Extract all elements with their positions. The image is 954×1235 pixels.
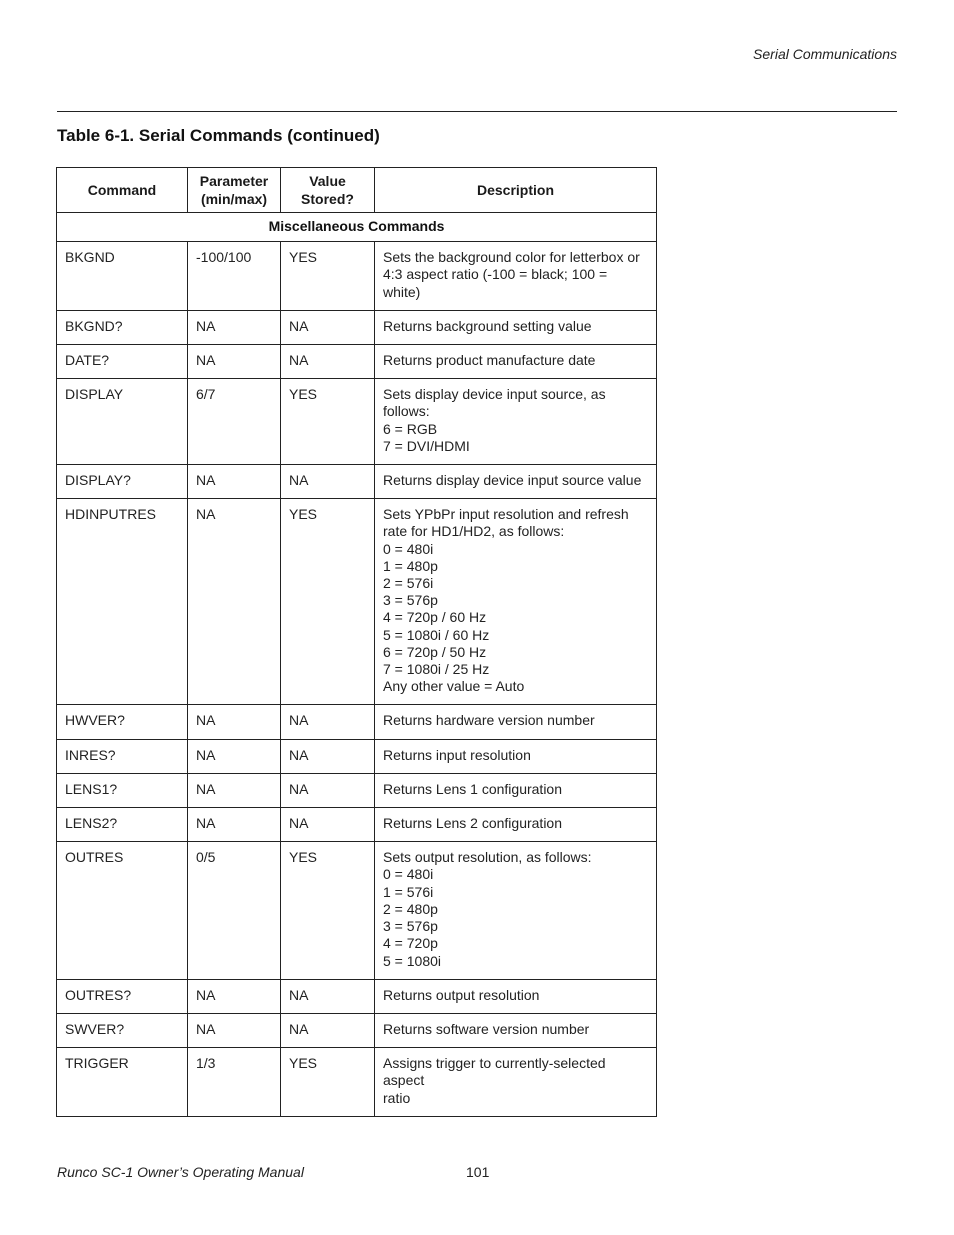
parameter-cell: 1/3: [188, 1048, 281, 1117]
description-line: 4 = 720p / 60 Hz: [383, 609, 487, 626]
header-rule: [57, 111, 897, 112]
parameter-cell: NA: [188, 739, 281, 773]
section-heading: Miscellaneous Commands: [57, 213, 657, 242]
description-line: 5 = 1080i / 60 Hz: [383, 626, 490, 643]
description-line: Sets the background color for letterbox or: [383, 249, 640, 266]
table-body: [57, 213, 657, 1117]
description-cell: [375, 465, 657, 499]
command-cell: DISPLAY?: [57, 465, 188, 499]
description-line: Assigns trigger to currently-selected aspect: [383, 1055, 606, 1089]
description-cell: [375, 310, 657, 344]
value-stored-cell: NA: [281, 773, 375, 807]
table-row: [57, 345, 657, 379]
command-cell: TRIGGER: [57, 1048, 188, 1117]
table-row: [57, 808, 657, 842]
serial-commands-table: [56, 167, 657, 1117]
parameter-cell: NA: [188, 345, 281, 379]
parameter-cell: 6/7: [188, 379, 281, 465]
command-cell: HDINPUTRES: [57, 499, 188, 705]
command-cell: DATE?: [57, 345, 188, 379]
description-line: Returns output resolution: [383, 986, 540, 1003]
header-row: [57, 168, 657, 213]
table-caption: Table 6-1. Serial Commands (continued): [57, 126, 380, 145]
value-stored-cell: YES: [281, 242, 375, 311]
value-stored-cell: NA: [281, 705, 375, 739]
table-row: [57, 773, 657, 807]
table-row: [57, 1013, 657, 1047]
table-header: [57, 168, 657, 213]
description-line: rate for HD1/HD2, as follows:: [383, 523, 565, 540]
footer-page-number: 101: [466, 1164, 490, 1180]
command-cell: DISPLAY: [57, 379, 188, 465]
command-cell: BKGND?: [57, 310, 188, 344]
description-line: Sets display device input source, as: [383, 386, 606, 403]
description-cell: [375, 242, 657, 311]
command-cell: SWVER?: [57, 1013, 188, 1047]
description-line: Returns Lens 1 configuration: [383, 780, 562, 797]
value-stored-cell: NA: [281, 310, 375, 344]
description-line: ratio: [383, 1089, 411, 1106]
table-row: [57, 705, 657, 739]
value-stored-cell: NA: [281, 808, 375, 842]
description-cell: [375, 345, 657, 379]
table-row: [57, 379, 657, 465]
description-line: 2 = 576i: [383, 575, 434, 592]
parameter-cell: NA: [188, 1013, 281, 1047]
table-row: [57, 842, 657, 979]
running-header: Serial Communications: [753, 46, 897, 62]
description-line: Returns hardware version number: [383, 712, 595, 729]
command-cell: INRES?: [57, 739, 188, 773]
description-line: 1 = 576i: [383, 883, 434, 900]
value-stored-cell: NA: [281, 1013, 375, 1047]
description-line: 3 = 576p: [383, 592, 438, 609]
description-line: Returns background setting value: [383, 317, 592, 334]
description-line: Returns input resolution: [383, 746, 531, 763]
command-cell: OUTRES?: [57, 979, 188, 1013]
description-line: 5 = 1080i: [383, 952, 441, 969]
description-line: Sets output resolution, as follows:: [383, 849, 592, 866]
parameter-cell: NA: [188, 773, 281, 807]
description-cell: [375, 1048, 657, 1117]
parameter-cell: 0/5: [188, 842, 281, 979]
parameter-cell: NA: [188, 979, 281, 1013]
value-stored-cell: YES: [281, 499, 375, 705]
description-line: 4:3 aspect ratio (-100 = black; 100 = white): [383, 266, 608, 300]
table-row: [57, 242, 657, 311]
value-stored-cell: NA: [281, 739, 375, 773]
description-cell: [375, 705, 657, 739]
parameter-cell: NA: [188, 465, 281, 499]
description-cell: [375, 739, 657, 773]
description-line: 2 = 480p: [383, 900, 438, 917]
description-line: 3 = 576p: [383, 918, 438, 935]
value-stored-cell: NA: [281, 465, 375, 499]
description-line: 0 = 480i: [383, 866, 434, 883]
column-header-description: Description: [375, 168, 657, 213]
column-header-command: Command: [57, 168, 188, 213]
value-stored-cell: NA: [281, 979, 375, 1013]
description-line: 4 = 720p: [383, 935, 438, 952]
description-line: Sets YPbPr input resolution and refresh: [383, 506, 629, 523]
parameter-cell: NA: [188, 499, 281, 705]
value-stored-cell: YES: [281, 842, 375, 979]
value-stored-cell: NA: [281, 345, 375, 379]
parameter-cell: -100/100: [188, 242, 281, 311]
command-cell: OUTRES: [57, 842, 188, 979]
command-cell: LENS1?: [57, 773, 188, 807]
table-row: [57, 739, 657, 773]
description-line: Returns product manufacture date: [383, 352, 596, 369]
description-line: 0 = 480i: [383, 540, 434, 557]
column-header-parameter: Parameter (min/max): [188, 168, 281, 213]
column-header-value-stored: Value Stored?: [281, 168, 375, 213]
parameter-cell: NA: [188, 310, 281, 344]
description-line: 6 = 720p / 50 Hz: [383, 643, 487, 660]
table-row: [57, 979, 657, 1013]
description-line: 6 = RGB: [383, 420, 438, 437]
parameter-cell: NA: [188, 705, 281, 739]
description-line: Returns software version number: [383, 1020, 590, 1037]
description-line: 1 = 480p: [383, 557, 438, 574]
description-cell: [375, 842, 657, 979]
description-cell: [375, 379, 657, 465]
section-row: [57, 213, 657, 242]
description-line: 7 = 1080i / 25 Hz: [383, 661, 490, 678]
description-cell: [375, 979, 657, 1013]
command-cell: LENS2?: [57, 808, 188, 842]
description-line: 7 = DVI/HDMI: [383, 437, 470, 454]
footer-manual-title: Runco SC-1 Owner’s Operating Manual: [57, 1164, 304, 1180]
description-line: Any other value = Auto: [383, 678, 525, 695]
description-cell: [375, 773, 657, 807]
description-cell: [375, 808, 657, 842]
description-cell: [375, 499, 657, 705]
command-cell: HWVER?: [57, 705, 188, 739]
table-row: [57, 499, 657, 705]
description-line: Returns Lens 2 configuration: [383, 815, 562, 832]
parameter-cell: NA: [188, 808, 281, 842]
table-row: [57, 1048, 657, 1117]
table-row: [57, 465, 657, 499]
command-cell: BKGND: [57, 242, 188, 311]
description-line: Returns display device input source value: [383, 472, 642, 489]
description-line: follows:: [383, 403, 430, 420]
value-stored-cell: YES: [281, 379, 375, 465]
value-stored-cell: YES: [281, 1048, 375, 1117]
table-row: [57, 310, 657, 344]
description-cell: [375, 1013, 657, 1047]
